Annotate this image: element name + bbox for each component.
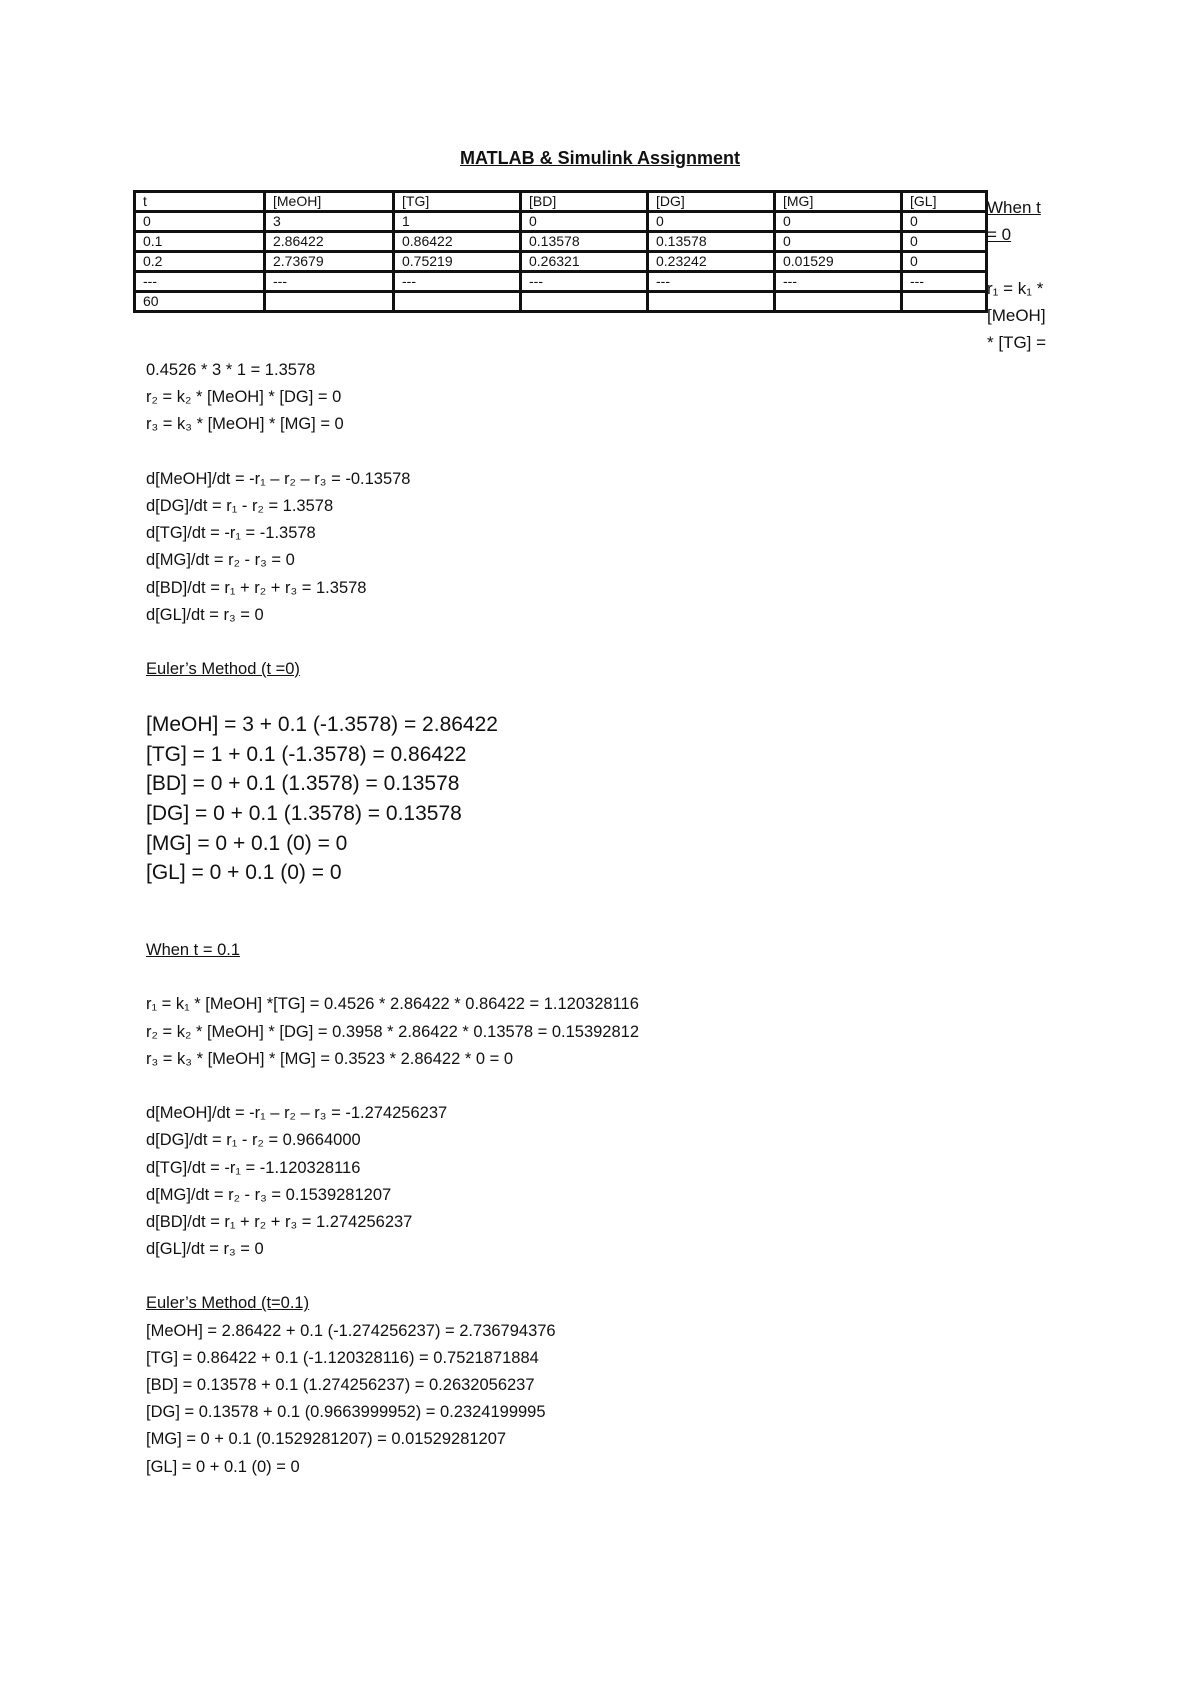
table-cell: 2.73679 [265,252,394,272]
table-cell: 0 [521,212,648,232]
euler-line: [DG] = 0.13578 + 0.1 (0.9663999952) = 0.2324199995 [146,1403,546,1422]
table-cell: 0 [902,232,987,252]
table-cell: --- [135,272,265,292]
table-cell: 0.86422 [394,232,521,252]
euler-line: [MG] = 0 + 0.1 (0) = 0 [146,831,348,855]
section-heading-euler-t01: Euler’s Method (t=0.1) [146,1294,310,1313]
derivative-line: d[DG]/dt = r₁ - r₂ = 0.9664000 [146,1131,361,1150]
rate-line: r₂ = k₂ * [MeOH] * [DG] = 0 [146,388,342,407]
rate-line: r₃ = k₃ * [MeOH] * [MG] = 0 [146,415,344,434]
table-cell: 0.13578 [521,232,648,252]
table-cell [394,292,521,312]
table-row [135,212,987,232]
table-cell: 0.1 [135,232,265,252]
table-row [135,252,987,272]
table-cell [775,292,902,312]
table-cell: --- [775,272,902,292]
derivative-line: d[TG]/dt = -r₁ = -1.120328116 [146,1158,361,1177]
table-cell [265,292,394,312]
table-cell: --- [265,272,394,292]
table-cell: 60 [135,292,265,312]
t01-calculations [146,937,639,1481]
derivative-line: d[MeOH]/dt = -r₁ – r₂ – r₃ = -0.13578 [146,469,411,488]
euler-line: [BD] = 0.13578 + 0.1 (1.274256237) = 0.2632056237 [146,1376,535,1394]
table-cell: 0.01529 [775,252,902,272]
euler-line: [MeOH] = 3 + 0.1 (-1.3578) = 2.86422 [146,713,498,736]
table-cell: --- [394,272,521,292]
rate-line: r₃ = k₃ * [MeOH] * [MG] = 0.3523 * 2.86422 * 0 = 0 [146,1049,514,1068]
table-cell: 0.75219 [394,252,521,272]
side-note-heading-cont: = 0 [987,225,1012,244]
table-header-cell: [TG] [394,192,521,212]
derivative-line: d[MG]/dt = r₂ - r₃ = 0.1539281207 [146,1185,392,1204]
table-cell: --- [648,272,775,292]
page-title: MATLAB & Simulink Assignment [459,148,740,168]
table-cell: 0 [775,232,902,252]
table-header-cell: t [135,192,265,212]
table-cell: 0.13578 [648,232,775,252]
table-cell: 1 [394,212,521,232]
side-note [987,194,1077,356]
concentration-table [133,190,988,313]
table-cell: 3 [265,212,394,232]
table-header-cell: [MeOH] [265,192,394,212]
section-heading-t01: When t = 0.1 [146,941,241,959]
table-row [135,232,987,252]
table-header-cell: [GL] [902,192,987,212]
table-cell: 0 [902,212,987,232]
derivative-line: d[BD]/dt = r₁ + r₂ + r₃ = 1.3578 [146,578,367,597]
table-cell [648,292,775,312]
derivative-line: d[DG]/dt = r₁ - r₂ = 1.3578 [146,496,334,515]
side-note-line: [MeOH] [987,306,1046,325]
derivative-line: d[MeOH]/dt = -r₁ – r₂ – r₃ = -1.274256237 [146,1104,448,1123]
table-cell: 2.86422 [265,232,394,252]
rate-line: 0.4526 * 3 * 1 = 1.3578 [146,361,316,379]
table-cell: 0 [135,212,265,232]
side-note-line: r₁ = k₁ * [987,279,1044,298]
euler-line: [GL] = 0 + 0.1 (0) = 0 [146,1457,300,1476]
euler-line: [GL] = 0 + 0.1 (0) = 0 [146,861,342,885]
table-cell: 0.26321 [521,252,648,272]
euler-line: [MG] = 0 + 0.1 (0.1529281207) = 0.01529281207 [146,1430,507,1449]
table-header-cell: [DG] [648,192,775,212]
table-cell [521,292,648,312]
derivative-line: d[GL]/dt = r₃ = 0 [146,605,264,624]
table-cell [902,292,987,312]
t0-calculations [146,357,410,683]
table-cell: 0 [775,212,902,232]
table-row [135,292,987,312]
table-header-cell: [BD] [521,192,648,212]
euler-line: [BD] = 0 + 0.1 (1.3578) = 0.13578 [146,772,460,796]
section-heading-euler-t0: Euler’s Method (t =0) [146,660,300,679]
derivative-line: d[GL]/dt = r₃ = 0 [146,1240,264,1259]
rate-line: r₂ = k₂ * [MeOH] * [DG] = 0.3958 * 2.86422 * 0.13578 = 0.15392812 [146,1022,640,1041]
table-cell: 0 [902,252,987,272]
table-cell: 0.23242 [648,252,775,272]
derivative-line: d[TG]/dt = -r₁ = -1.3578 [146,524,316,543]
derivative-line: d[MG]/dt = r₂ - r₃ = 0 [146,551,295,570]
euler-line: [TG] = 1 + 0.1 (-1.3578) = 0.86422 [146,742,467,766]
table-cell: 0 [648,212,775,232]
euler-line: [MeOH] = 2.86422 + 0.1 (-1.274256237) = 2.736794376 [146,1321,556,1340]
table-header-row [135,192,987,212]
table-cell: 0.2 [135,252,265,272]
table-row [135,272,987,292]
rate-line: r₁ = k₁ * [MeOH] *[TG] = 0.4526 * 2.86422 * 0.86422 = 1.120328116 [146,995,639,1014]
table-cell: --- [902,272,987,292]
euler-line: [TG] = 0.86422 + 0.1 (-1.120328116) = 0.7521871884 [146,1348,539,1367]
side-note-line: * [TG] = [987,333,1047,352]
table-cell: --- [521,272,648,292]
derivative-line: d[BD]/dt = r₁ + r₂ + r₃ = 1.274256237 [146,1212,413,1231]
euler-t0-results [146,710,498,888]
euler-line: [DG] = 0 + 0.1 (1.3578) = 0.13578 [146,802,462,826]
side-note-heading: When t [987,198,1041,217]
table-header-cell: [MG] [775,192,902,212]
